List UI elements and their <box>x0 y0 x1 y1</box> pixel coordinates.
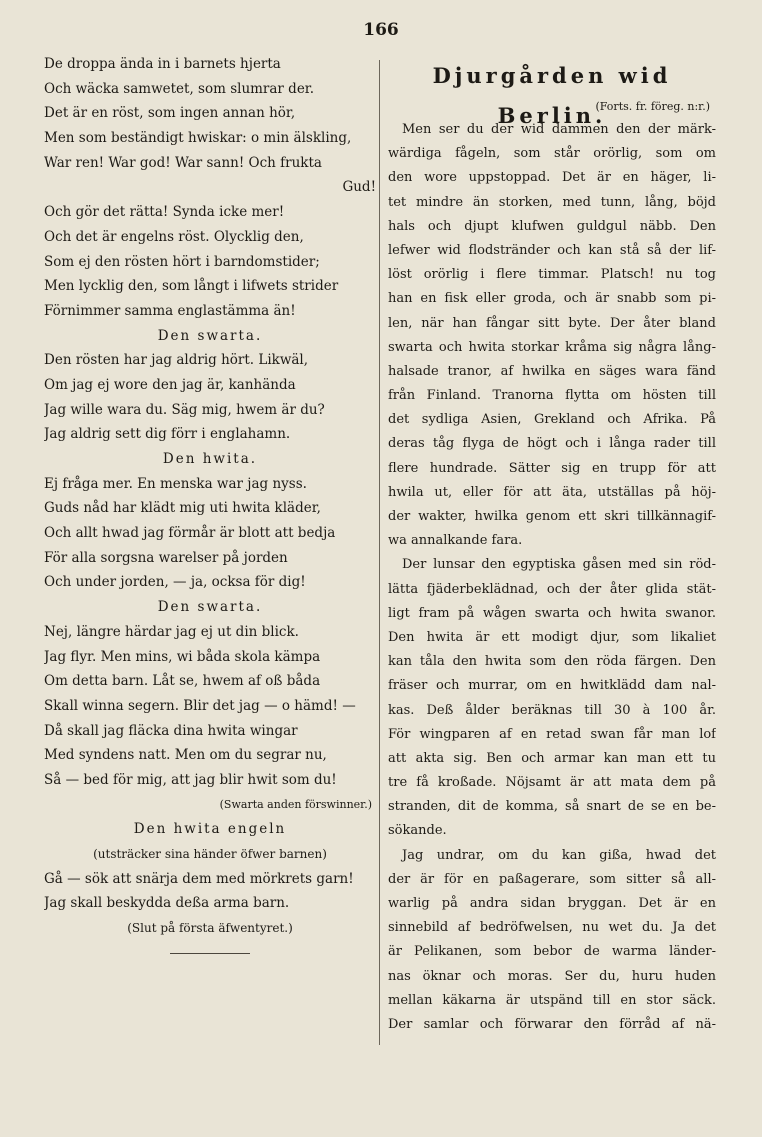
poem-line: Som ej den rösten hört i barndomstider; <box>44 253 320 270</box>
poem-line: De droppa ända in i barnets hjerta <box>44 56 281 72</box>
poem-line: Förnimmer samma englastämma än! <box>44 302 296 319</box>
poem-line: Gå — sök att snärja dem med mörkrets garn! <box>44 870 354 887</box>
poem-line: Den rösten har jag aldrig hört. Likwäl, <box>44 352 309 369</box>
poem-line: Då skall jag fläcka dina hwita wingar <box>44 722 298 739</box>
poem-line: Så — bed för mig, att jag blir hwit som du! <box>44 771 337 788</box>
paragraph-line: kan tåla den hwita som den röda färgen. Den <box>388 654 716 670</box>
paragraph-line: lefwer wid flodstränder och kan stå så der lif- <box>388 242 716 258</box>
poem-line: För alla sorgsna warelser på jorden <box>44 549 288 566</box>
paragraph-line: halsade tranor, af hwilka en säges wara fänd <box>388 363 716 379</box>
paragraph-line: ligt fram på wågen swarta och hwita swanor. <box>388 605 716 621</box>
speaker-heading: Den swarta. <box>157 599 263 616</box>
paragraph-line: är Pelikanen, som bebor de warma länder- <box>388 944 716 960</box>
paragraph-line: swarta och hwita storkar kråma sig några lång- <box>388 339 716 355</box>
paragraph-line: tre få kroßade. Nöjsamt är att mata dem på <box>388 775 716 791</box>
poem-line: Guds nåd har klädt mig uti hwita kläder, <box>44 500 321 517</box>
paragraph-line: sökande. <box>388 823 447 839</box>
poem-line: Jag wille wara du. Säg mig, hwem är du? <box>44 401 325 418</box>
poem-line: Med syndens natt. Men om du segrar nu, <box>44 747 327 764</box>
poem-line: Men lycklig den, som långt i lifwets strider <box>44 278 339 295</box>
speaker-heading: Den swarta. <box>157 327 263 344</box>
speaker-heading: Den hwita. <box>162 451 258 467</box>
paragraph-line: fräser och murrar, om en hwitklädd dam nal- <box>388 678 716 694</box>
poem-line: Och under jorden, — ja, ocksa för dig! <box>44 574 306 591</box>
poem-line: Jag flyr. Men mins, wi båda skola kämpa <box>44 648 321 665</box>
paragraph-line: wärdiga fågeln, som står orörlig, som om <box>388 146 716 162</box>
poem-line: Skall winna segern. Blir det jag — o hämd! — <box>44 697 356 714</box>
poem-line: Nej, längre härdar jag ej ut din blick. <box>44 623 299 640</box>
article-body <box>388 118 716 1037</box>
paragraph-line: der wakter, hwilka genom ett skri tillkännagif- <box>388 509 716 524</box>
speaker-heading: Den hwita engeln <box>133 821 287 838</box>
poem-line: Jag skall beskydda deßa arma barn. <box>44 895 290 912</box>
paragraph-line: der är för en paßagerare, som sitter så all- <box>388 871 716 887</box>
paragraph-line: flere hundrade. Sätter sig en trupp för att <box>388 460 716 476</box>
paragraph-line: lätta fjäderbeklädnad, och der åter glida stät- <box>388 581 716 597</box>
poem-line: Om jag ej wore den jag är, kanhända <box>44 376 296 393</box>
column-divider <box>379 60 380 1045</box>
poem-line: Och allt hwad jag förmår är blott att bedja <box>44 525 336 542</box>
paragraph-line: För wingparen af en retad swan får man lof <box>388 726 716 742</box>
paragraph-line: Den hwita är ett modigt djur, som likaliet <box>388 629 716 645</box>
poem-column <box>44 52 376 954</box>
paragraph-line: han en fisk eller groda, och är snabb som pi- <box>388 291 716 307</box>
end-rule <box>170 953 250 954</box>
poem-line: Men som beständigt hwiskar: o min älskling, <box>44 130 352 147</box>
paragraph-line: nas öknar och moras. Ser du, huru huden <box>388 968 716 984</box>
paragraph-line: kas. Deß ålder beräknas till 30 à 100 år. <box>388 702 716 718</box>
paragraph-line: Der samlar och förwarar den förråd af nä- <box>388 1016 716 1032</box>
stage-direction: (Swarta anden förswinner.) <box>219 797 372 811</box>
poem-line: Och wäcka samwetet, som slumrar der. <box>44 80 315 97</box>
poem-line: War ren! War god! War sann! Och frukta <box>44 154 322 171</box>
page-number: 166 <box>363 20 399 40</box>
paragraph-line: wa annalkande fara. <box>388 533 523 549</box>
paragraph-line: löst orörlig i flere timmar. Platsch! nu tog <box>388 267 716 283</box>
paragraph-line: att akta sig. Ben och armar kan man ett tu <box>388 750 716 766</box>
paragraph-line: Jag undrar, om du kan gißa, hwad det <box>402 847 716 863</box>
paragraph-line: det sydliga Asien, Grekland och Afrika. På <box>388 412 716 428</box>
paragraph-line: mellan käkarna är utspänd till en stor säck. <box>388 992 716 1008</box>
poem-line: Och det är engelns röst. Olycklig den, <box>44 228 304 245</box>
poem-line: Och gör det rätta! Synda icke mer! <box>44 204 285 221</box>
paragraph-line: warlig på andra sidan bryggan. Det är en <box>388 896 716 911</box>
paragraph-line: tet mindre än storken, med tunn, lång, böjd <box>388 194 716 210</box>
article-column <box>388 52 716 1037</box>
article-title: Djurgården wid Berlin. <box>432 63 672 128</box>
end-note: (Slut på första äfwentyret.) <box>127 921 293 936</box>
paragraph-line: deras tåg flyga de högt och i långa rader till <box>388 436 716 452</box>
continuation-note: (Forts. fr. föreg. n:r.) <box>595 100 710 113</box>
paragraph-line: stranden, dit de komma, så snart de se en be- <box>388 799 716 815</box>
paragraph-line: Men ser du der wid dammen den der märk- <box>402 122 716 137</box>
poem-line: Gud! <box>342 179 376 196</box>
poem-line: Det är en röst, som ingen annan hör, <box>44 105 296 122</box>
stage-direction: (utsträcker sina händer öfwer barnen) <box>93 847 327 861</box>
paragraph-line: hals och djupt klufwen guldgul näbb. Den <box>388 218 716 234</box>
paragraph-line: från Finland. Tranorna flytta om hösten till <box>388 388 716 404</box>
poem-line: Jag aldrig sett dig förr i englahamn. <box>44 426 291 443</box>
poem-line: Om detta barn. Låt se, hwem af oß båda <box>44 673 321 690</box>
paragraph-line: hwila ut, eller för att äta, utställas på höj- <box>388 484 716 500</box>
poem-line: Ej fråga mer. En menska war jag nyss. <box>44 475 307 492</box>
paragraph-line: Der lunsar den egyptiska gåsen med sin röd- <box>402 557 716 573</box>
paragraph-line: len, när han fångar sitt byte. Der åter bland <box>388 315 716 331</box>
paragraph-line: den wore uppstoppad. Det är en häger, li- <box>388 170 716 186</box>
paragraph-line: sinnebild af bedröfwelsen, nu wet du. Ja det <box>388 920 716 936</box>
